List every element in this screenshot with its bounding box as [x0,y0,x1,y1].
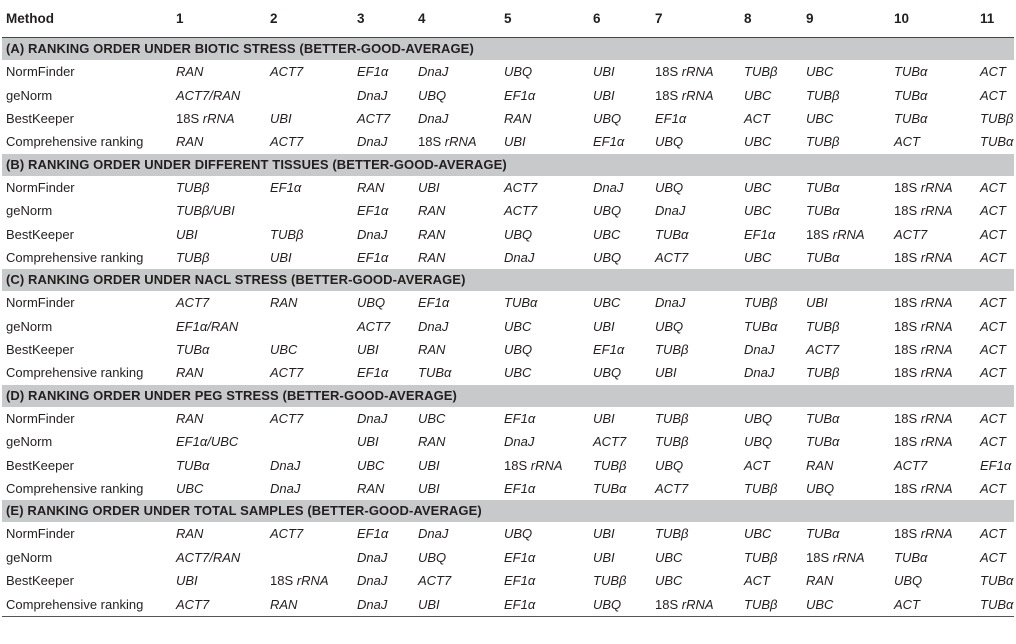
gene-cell: UBI [418,457,440,473]
gene-cell: DnaJ [357,87,388,103]
gene-cell: TUBα [418,365,452,381]
gene-cell: RAN [270,295,298,311]
gene-cell: UBC [802,592,890,616]
gene-cell: RAN [418,434,446,450]
gene-cell: UBI [357,434,379,450]
gene-cell: TUBα [894,110,928,126]
gene-cell: UBI [593,549,615,565]
gene-cell: EF1α [357,203,389,219]
gene-cell: UBC [744,526,772,542]
gene-cell: ACT [980,549,1006,565]
method-cell: BestKeeper [6,226,74,242]
gene-cell: UBQ [593,110,622,126]
gene-cell: EF1α [357,365,389,381]
gene-cell: UBI [593,526,615,542]
gene-cell: ACT7 [176,295,210,311]
gene-cell: TUBβ [593,457,627,473]
gene-cell: UBI [270,110,292,126]
gene-cell: EF1α [744,226,776,242]
gene-cell: DnaJ [418,318,449,334]
gene-cell: UBC [744,249,772,265]
gene-cell: UBC [744,179,772,195]
gene-cell: UBQ [504,64,533,80]
table-row [2,477,1014,500]
gene-cell: TUBα [176,457,210,473]
gene-cell: TUBβ [806,318,840,334]
gene-cell: TUBβ [655,434,689,450]
gene-cell: EF1α [504,481,536,497]
column-header-rank-11: 11 [976,0,1014,38]
column-header-rank-3: 3 [353,0,414,38]
gene-cell: ACT [980,179,1006,195]
table-row [2,592,1014,616]
gene-cell: UBC [357,457,385,473]
gene-cell: ACT7 [270,410,304,426]
gene-cell: UBQ [593,203,622,219]
gene-cell: UBC [418,410,446,426]
gene-cell: UBI [593,64,615,80]
gene-cell: RAN [176,134,204,150]
gene-cell: ACT [894,134,920,150]
gene-cell: TUBβ [744,64,778,80]
gene-cell: RAN [418,203,446,219]
section-header-row [2,385,1014,407]
gene-cell: DnaJ [504,249,535,265]
gene-cell: DnaJ [418,64,449,80]
gene-cell: UBI [593,318,615,334]
gene-cell: RAN [176,526,204,542]
gene-cell: EF1α [504,87,536,103]
table-row [2,60,1014,84]
gene-cell: UBQ [418,549,447,565]
section-header-row [2,269,1014,291]
section-header-row [2,38,1014,60]
table-row [2,246,1014,269]
gene-cell: UBC [176,481,204,497]
gene-cell: 18S rRNA [806,549,865,565]
gene-cell: UBC [655,573,683,589]
column-header-rank-9: 9 [802,0,890,38]
gene-cell: TUBβ/UBI [176,203,235,219]
gene-cell: ACT [980,203,1006,219]
gene-cell: ACT7/RAN [176,87,241,103]
gene-cell: UBC [744,134,772,150]
gene-cell: ACT [980,410,1006,426]
gene-cell: ACT [744,573,770,589]
gene-cell: DnaJ [270,481,301,497]
gene-cell: EF1α [270,179,302,195]
gene-cell: UBQ [655,179,684,195]
gene-cell: UBI [176,573,198,589]
method-cell: Comprehensive ranking [2,592,172,616]
gene-cell: EF1α [980,457,1012,473]
gene-cell: TUBβ [980,110,1014,126]
method-cell: geNorm [6,549,53,565]
gene-cell: TUBβ [744,295,778,311]
gene-cell: ACT7/RAN [176,549,241,565]
gene-cell: TUBβ [806,87,840,103]
gene-cell: DnaJ [593,179,624,195]
method-cell: geNorm [6,87,53,103]
gene-cell: ACT [980,87,1006,103]
method-cell: Comprehensive ranking [6,481,144,497]
gene-cell: UBC [593,295,621,311]
column-header-rank-1: 1 [172,0,266,38]
gene-cell: ACT [744,457,770,473]
method-cell: BestKeeper [6,342,74,358]
gene-cell: EF1α [357,249,389,265]
gene-cell: UBC [744,203,772,219]
gene-cell: UBQ [357,295,386,311]
gene-cell: UBC [806,110,834,126]
gene-cell: UBQ [504,226,533,242]
gene-cell: EF1α [504,573,536,589]
gene-cell: TUBα [176,342,210,358]
gene-cell: EF1α [500,592,589,616]
gene-cell: ACT [890,592,976,616]
gene-cell: UBC [655,549,683,565]
gene-cell: UBI [655,365,677,381]
method-cell: Comprehensive ranking [6,134,144,150]
gene-cell: UBQ [744,434,773,450]
gene-cell: TUBα [806,249,840,265]
gene-cell: UBQ [655,457,684,473]
section-header-row [2,154,1014,176]
gene-cell [266,83,353,106]
method-cell: NormFinder [6,179,75,195]
gene-cell: UBI [806,295,828,311]
gene-cell: DnaJ [655,203,686,219]
gene-cell: ACT [980,226,1006,242]
gene-cell: UBQ [593,249,622,265]
table-row [2,430,1014,453]
table-row [2,406,1014,430]
gene-cell: DnaJ [353,592,414,616]
gene-cell: EF1α [593,134,625,150]
gene-cell: TUBα [894,87,928,103]
gene-cell: DnaJ [504,434,535,450]
gene-cell: DnaJ [744,365,775,381]
gene-cell: ACT7 [504,179,538,195]
section-title: (A) RANKING ORDER UNDER BIOTIC STRESS (BETTER-GOOD-AVERAGE) [2,38,1014,60]
column-header-rank-10: 10 [890,0,976,38]
gene-cell: 18S rRNA [418,134,477,150]
gene-cell: ACT7 [357,318,391,334]
gene-cell: UBI [593,410,615,426]
ranking-table [2,0,1014,617]
gene-cell: ACT7 [270,134,304,150]
gene-cell: ACT [980,365,1006,381]
gene-cell: ACT [980,434,1006,450]
gene-cell: TUBα [806,434,840,450]
gene-cell: ACT [980,526,1006,542]
gene-cell: UBI [418,481,440,497]
gene-cell: TUBα [655,226,689,242]
gene-cell: 18S rRNA [270,573,329,589]
gene-cell: TUBα [894,549,928,565]
column-header-method: Method [2,0,172,38]
gene-cell: TUBβ [176,179,210,195]
gene-cell: TUBβ [176,249,210,265]
gene-cell: TUBβ [744,481,778,497]
gene-cell: RAN [418,226,446,242]
gene-cell: ACT [980,295,1006,311]
gene-cell: 18S rRNA [894,179,953,195]
method-cell: NormFinder [6,410,75,426]
gene-cell: 18S rRNA [894,481,953,497]
table-row [2,130,1014,153]
gene-cell: TUBβ [655,342,689,358]
gene-cell [266,430,353,453]
gene-cell: UBQ [504,526,533,542]
method-cell: NormFinder [6,64,75,80]
gene-cell: UBQ [504,342,533,358]
method-cell: BestKeeper [6,457,74,473]
gene-cell: DnaJ [357,410,388,426]
gene-cell: ACT7 [593,434,627,450]
gene-cell: ACT [980,342,1006,358]
table-row [2,83,1014,106]
column-header-rank-5: 5 [500,0,589,38]
column-header-rank-8: 8 [740,0,802,38]
method-cell: BestKeeper [6,573,74,589]
gene-cell: EF1α [593,342,625,358]
gene-cell: TUBα [976,592,1014,616]
gene-cell: UBQ [418,87,447,103]
gene-cell: TUBβ [655,526,689,542]
method-cell: NormFinder [6,295,75,311]
table-row [2,315,1014,338]
gene-cell: UBQ [806,481,835,497]
table-row [2,338,1014,361]
gene-cell: TUBα [504,295,538,311]
gene-cell: TUBα [806,410,840,426]
gene-cell: 18S rRNA [894,318,953,334]
gene-cell: 18S rRNA [806,226,865,242]
gene-cell: UBQ [894,573,923,589]
gene-cell: RAN [418,342,446,358]
section-title: (D) RANKING ORDER UNDER PEG STRESS (BETTER-GOOD-AVERAGE) [2,385,1014,407]
gene-cell: DnaJ [357,134,388,150]
gene-cell: UBI [414,592,500,616]
gene-cell: UBQ [593,365,622,381]
gene-cell: TUBβ [744,549,778,565]
header-row [2,0,1014,38]
gene-cell: ACT7 [894,457,928,473]
method-cell: BestKeeper [6,110,74,126]
column-header-rank-2: 2 [266,0,353,38]
gene-cell: TUBα [980,573,1014,589]
gene-cell: 18S rRNA [894,249,953,265]
gene-cell: TUBα [806,203,840,219]
gene-cell: ACT7 [894,226,928,242]
gene-cell: 18S rRNA [894,410,953,426]
gene-cell: UBI [357,342,379,358]
gene-cell: TUBβ [806,365,840,381]
gene-cell: ACT7 [418,573,452,589]
gene-cell: ACT [980,64,1006,80]
table-row [2,291,1014,315]
gene-cell: ACT7 [270,365,304,381]
gene-cell: DnaJ [744,342,775,358]
gene-cell: 18S rRNA [894,295,953,311]
gene-cell: ACT [980,249,1006,265]
gene-cell: DnaJ [357,549,388,565]
gene-cell: UBQ [744,410,773,426]
gene-cell: DnaJ [418,110,449,126]
gene-cell: TUBα [806,179,840,195]
table-row [2,361,1014,384]
method-cell: geNorm [6,318,53,334]
gene-cell: EF1α [504,549,536,565]
table-row [2,546,1014,569]
gene-cell: UBC [504,365,532,381]
section-header-row [2,500,1014,522]
gene-cell [266,315,353,338]
method-cell: Comprehensive ranking [6,249,144,265]
gene-cell: UBC [504,318,532,334]
gene-cell: ACT7 [504,203,538,219]
gene-cell: 18S rRNA [894,365,953,381]
gene-cell: ACT7 [270,526,304,542]
method-cell: Comprehensive ranking [6,365,144,381]
gene-cell: RAN [176,64,204,80]
column-header-rank-6: 6 [589,0,651,38]
gene-cell: UBQ [589,592,651,616]
gene-cell: EF1α/UBC [176,434,239,450]
gene-cell: TUBα [980,134,1014,150]
gene-cell: ACT7 [357,110,391,126]
section-title: (E) RANKING ORDER UNDER TOTAL SAMPLES (BETTER-GOOD-AVERAGE) [2,500,1014,522]
gene-cell: 18S rRNA [651,592,740,616]
gene-cell: EF1α [655,110,687,126]
gene-cell: RAN [176,365,204,381]
section-title: (B) RANKING ORDER UNDER DIFFERENT TISSUES (BETTER-GOOD-AVERAGE) [2,154,1014,176]
gene-cell: RAN [357,179,385,195]
gene-cell: RAN [357,481,385,497]
gene-cell: 18S rRNA [894,342,953,358]
gene-cell: DnaJ [418,526,449,542]
method-cell: geNorm [6,434,53,450]
gene-cell: 18S rRNA [655,87,714,103]
gene-cell: ACT [980,318,1006,334]
gene-cell: 18S rRNA [655,64,714,80]
gene-cell: EF1α/RAN [176,318,239,334]
gene-cell: EF1α [504,410,536,426]
table-body [2,38,1014,617]
table-row [2,175,1014,199]
gene-cell: TUBα [806,526,840,542]
gene-cell: UBC [270,342,298,358]
column-header-rank-7: 7 [651,0,740,38]
gene-cell: UBC [806,64,834,80]
gene-cell: RAN [176,410,204,426]
gene-cell: 18S rRNA [176,110,235,126]
method-cell: geNorm [6,203,53,219]
table-row [2,453,1014,476]
gene-cell: 18S rRNA [894,526,953,542]
gene-cell: UBI [270,249,292,265]
gene-cell: DnaJ [357,573,388,589]
gene-cell: 18S rRNA [894,434,953,450]
section-title: (C) RANKING ORDER UNDER NACL STRESS (BETTER-GOOD-AVERAGE) [2,269,1014,291]
gene-cell: RAN [266,592,353,616]
table-row [2,222,1014,245]
gene-cell [266,546,353,569]
gene-cell: RAN [504,110,532,126]
gene-cell: RAN [806,573,834,589]
gene-cell: UBQ [655,318,684,334]
gene-cell: UBQ [655,134,684,150]
gene-cell: RAN [806,457,834,473]
gene-cell: ACT7 [655,481,689,497]
gene-cell: DnaJ [655,295,686,311]
table-row [2,569,1014,592]
gene-cell: TUBβ [270,226,304,242]
table-row [2,522,1014,546]
gene-cell: TUBβ [593,573,627,589]
gene-cell: DnaJ [357,226,388,242]
method-cell: NormFinder [6,526,75,542]
gene-cell: TUBβ [806,134,840,150]
gene-cell: TUBβ [740,592,802,616]
gene-cell: ACT [744,110,770,126]
gene-cell: UBI [418,179,440,195]
gene-cell: TUBβ [655,410,689,426]
gene-cell: TUBα [744,318,778,334]
gene-cell: EF1α [357,64,389,80]
column-header-rank-4: 4 [414,0,500,38]
gene-cell: TUBα [894,64,928,80]
gene-cell [266,199,353,222]
gene-cell: ACT7 [172,592,266,616]
gene-cell: ACT [980,481,1006,497]
gene-cell: DnaJ [270,457,301,473]
gene-cell: ACT7 [270,64,304,80]
gene-cell: UBI [504,134,526,150]
gene-cell: UBC [744,87,772,103]
gene-cell: RAN [418,249,446,265]
gene-cell: UBI [593,87,615,103]
gene-cell: EF1α [357,526,389,542]
table-row [2,199,1014,222]
gene-cell: ACT7 [655,249,689,265]
gene-cell: 18S rRNA [504,457,563,473]
gene-cell: UBC [593,226,621,242]
gene-cell: EF1α [418,295,450,311]
gene-cell: UBI [176,226,198,242]
table-row [2,107,1014,130]
gene-cell: ACT7 [806,342,840,358]
gene-cell: TUBα [593,481,627,497]
gene-cell: 18S rRNA [894,203,953,219]
